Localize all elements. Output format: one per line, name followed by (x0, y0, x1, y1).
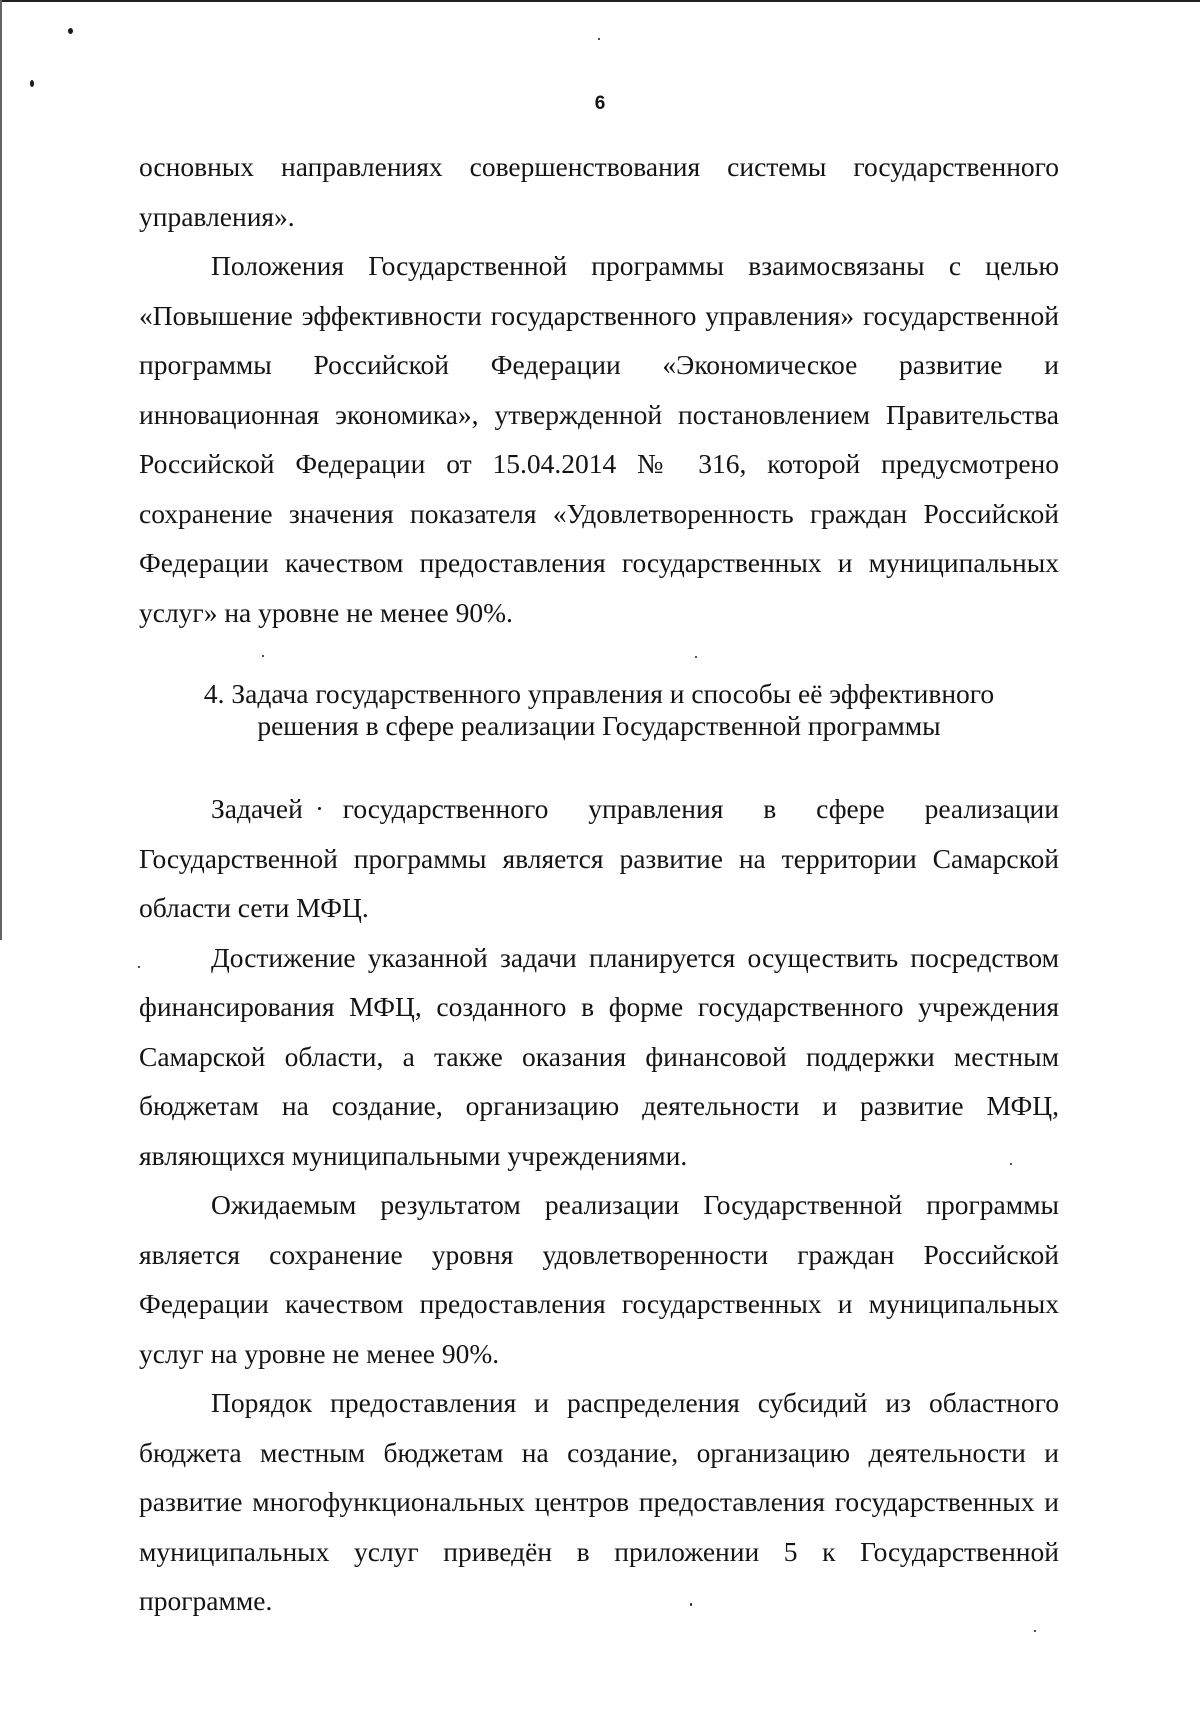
scan-speck (598, 38, 600, 40)
section-heading (139, 678, 1059, 742)
paragraph-task: Задачей государственного управления в сфере реализации Государственной программы является развитие на территории Самарской области сети МФЦ. (139, 793, 1059, 923)
scan-speck (262, 655, 264, 657)
text-block-section-4 (139, 784, 1059, 1626)
section-heading-line-2: решения в сфере реализации Государственной программы (257, 710, 941, 741)
text-block-intro (139, 142, 1059, 637)
page-number: 6 (594, 93, 606, 114)
paragraph-program-provisions: Положения Государственной программы взаимосвязаны с целью «Повышение эффективности государственного управления» государственной программы Российской Федерации «Экономическое развитие и инновационная экономика», утвержденной постановлением Правительства Российской Федерации от 15.04.2014 № 316, которой предусмотрено сохранение значения показателя «Удовлетворенность граждан Российской Федерации качеством предоставления государственных и муниципальных услуг» на уровне не менее 90%. (139, 250, 1059, 628)
paragraph-achievement: Достижение указанной задачи планируется осуществить посредством финансирования МФЦ, созданного в форме государственного учреждения Самарской области, а также оказания финансовой поддержки местным бюджетам на создание, организацию деятельности и развитие МФЦ, являющихся муниципальными учреждениями. (139, 941, 1059, 1171)
paragraph-expected-result: Ожидаемым результатом реализации Государственной программы является сохранение уровня удовлетворенности граждан Российской Федерации качеством предоставления государственных и муниципальных услуг на уровне не менее 90%. (139, 1189, 1059, 1369)
scan-speck (1034, 1630, 1036, 1632)
scan-speck (30, 80, 34, 87)
scan-speck (695, 656, 697, 658)
scan-speck (68, 28, 73, 34)
scan-left-edge (0, 0, 2, 940)
paragraph-subsidy-procedure: Порядок предоставления и распределения субсидий из областного бюджета местным бюджетам на создание, организацию деятельности и развитие многофункциональных центров предоставления государственных и муниципальных услуг приведён в приложении 5 к Государственной программе. (139, 1387, 1059, 1616)
section-heading-line-1: 4. Задача государственного управления и способы её эффективного (203, 678, 995, 709)
paragraph-continuation: основных направлениях совершенствования системы государственного управления». (139, 151, 1059, 232)
scan-top-edge (0, 0, 1200, 2)
